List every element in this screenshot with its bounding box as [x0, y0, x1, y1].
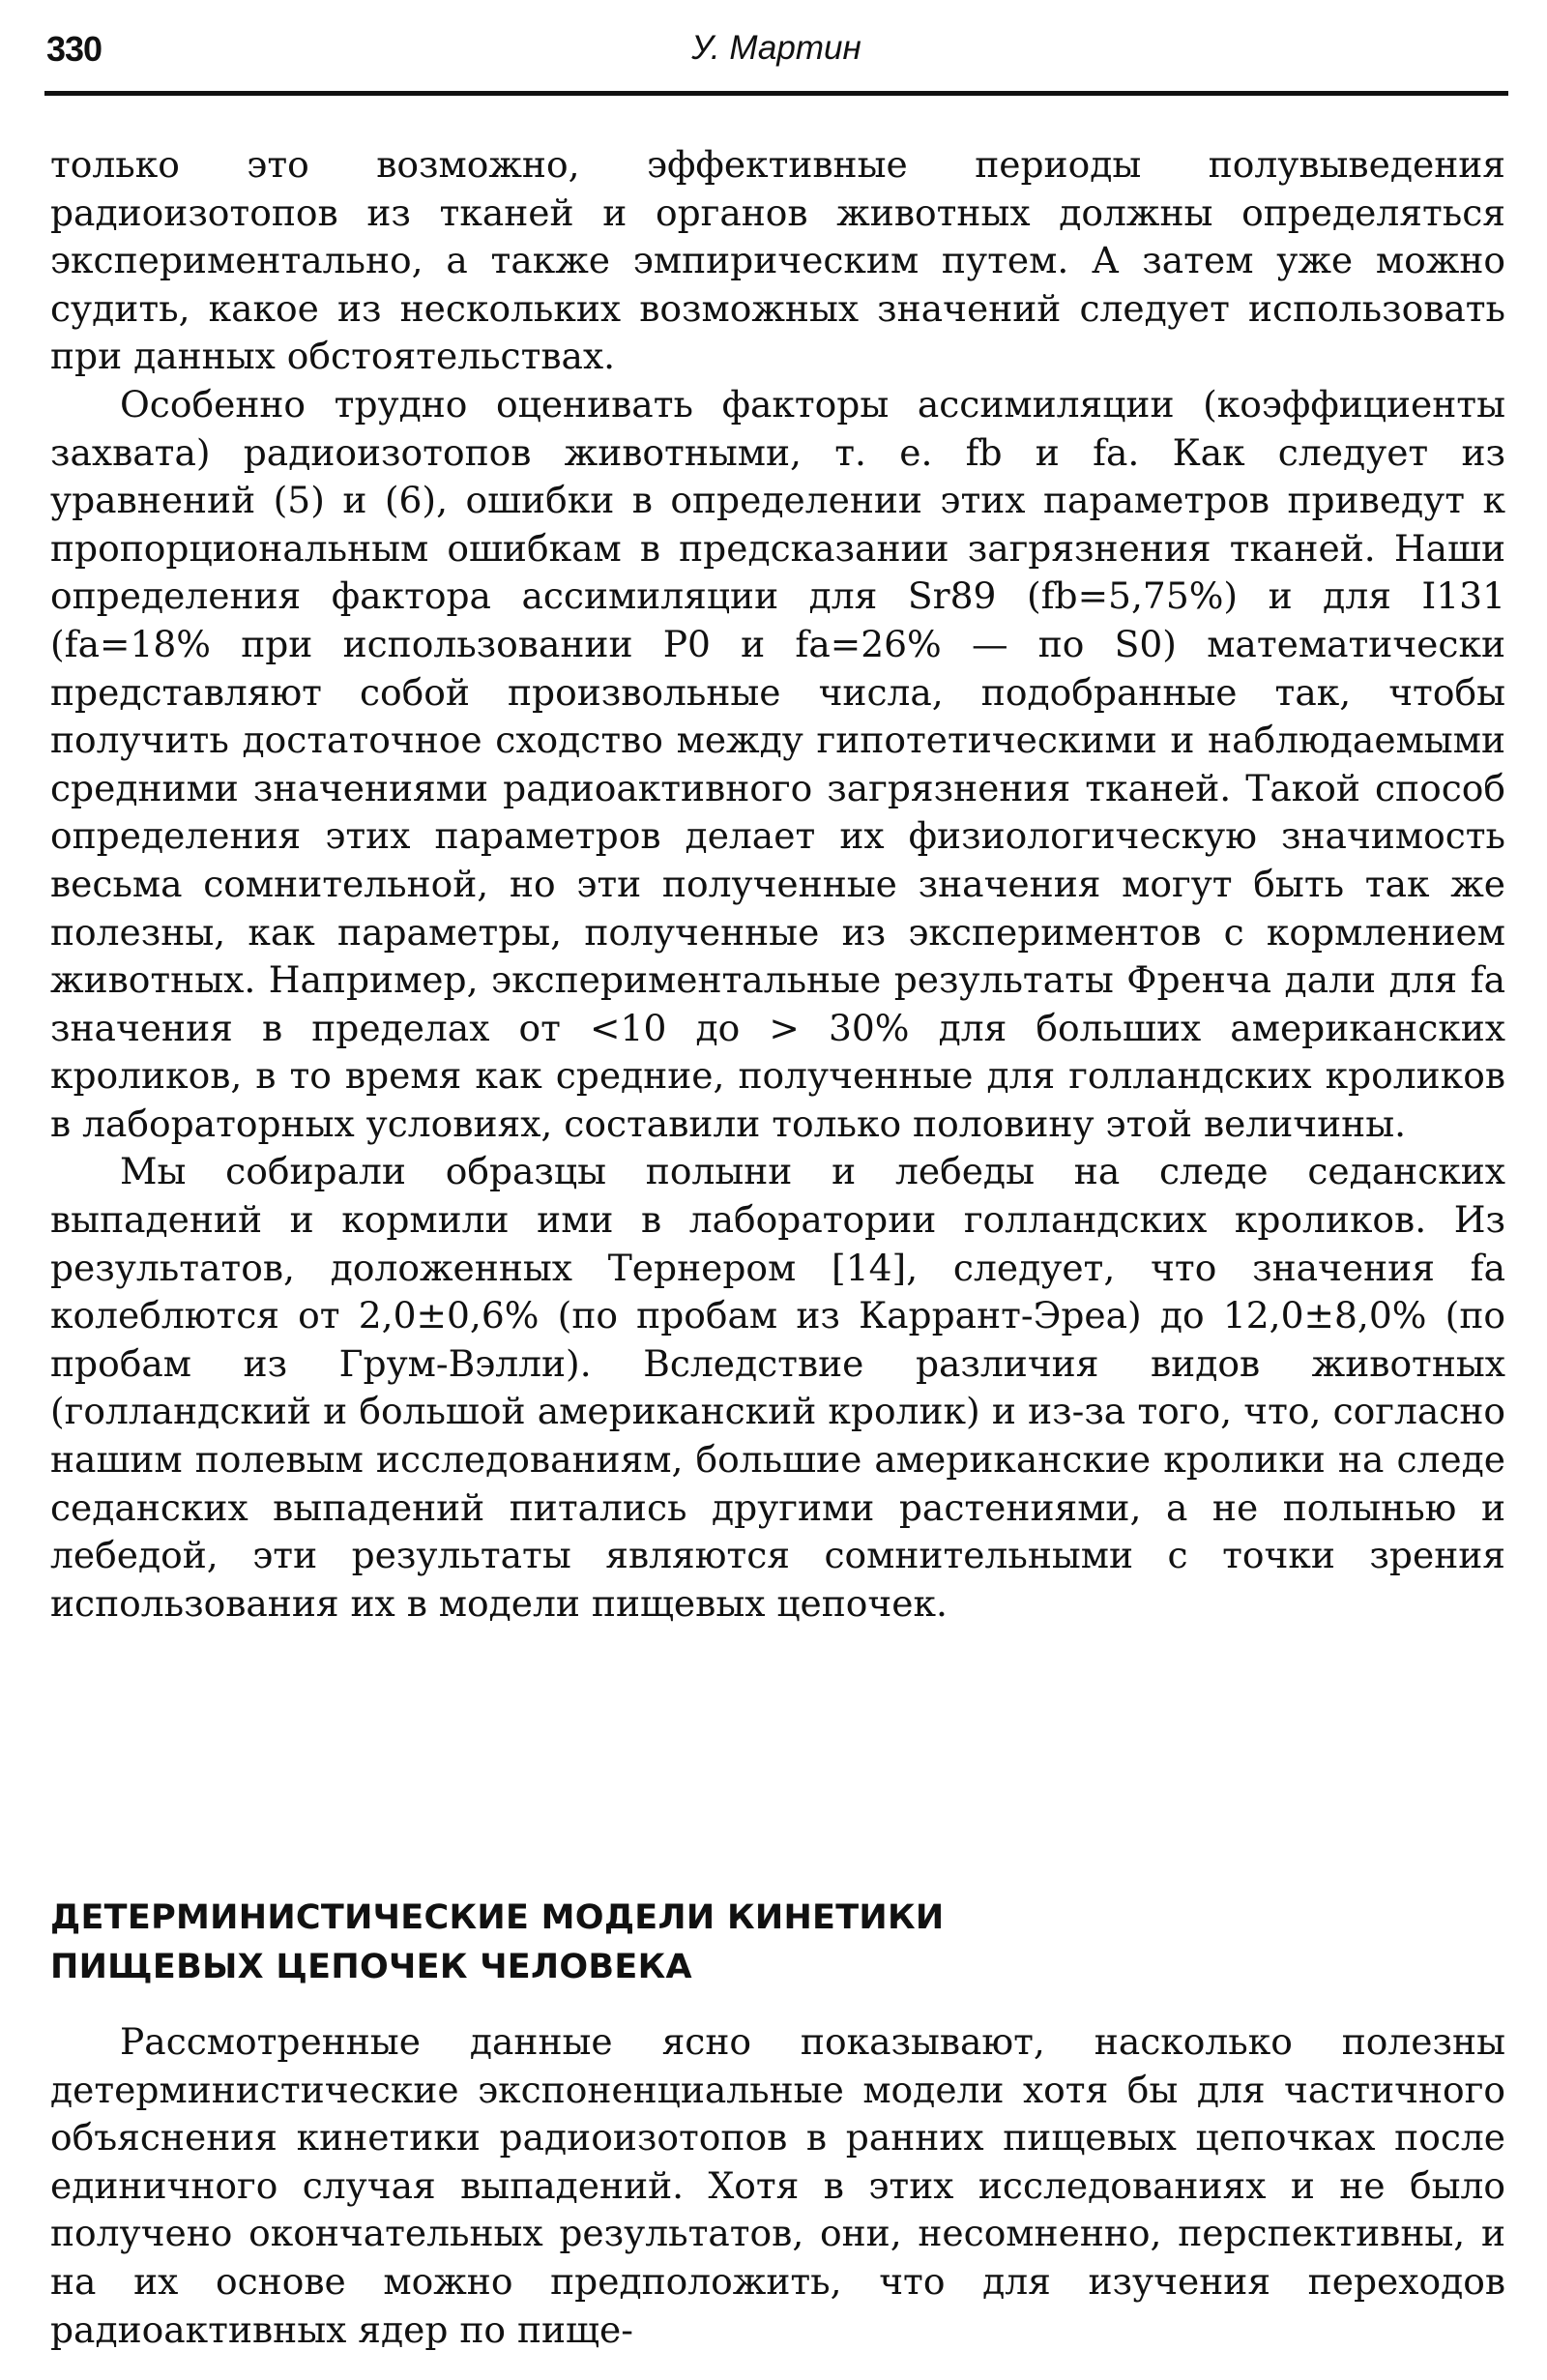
page-number: 330 [46, 29, 102, 69]
header-rule [44, 91, 1508, 96]
section-text [50, 2018, 1505, 2354]
paragraph-rabbit-samples: Мы собирали образцы полыни и лебеды на следе седанских выпадений и кормили ими в лаборатории голландских кроликов. Из результатов, доложенных Тернером [14], следует, что значения fa колеблются от 2,0±0,6% (по пробам из Каррант-Эреа) до 12,0±8,0% (по пробам из Грум-Вэлли). Вследствие различия видов животных (голландский и большой американский кролик) и из-за того, что, согласно нашим полевым исследованиям, большие американские кролики на следе седанских выпадений питались другими растениями, а не полынью и лебедой, эти результаты являются сомнительными с точки зрения использования их в модели пищевых цепочек. [50, 1150, 1505, 1625]
section-heading-line-2: ПИЩЕВЫХ ЦЕПОЧЕК ЧЕЛОВЕКА [50, 1948, 692, 1986]
paragraph-deterministic-models: Рассмотренные данные ясно показывают, насколько полезны детерминистические экспоненциальные модели хотя бы для частичного объяснения кинетики радиоизотопов в ранних пищевых цепочках после единичного случая выпадений. Хотя в этих исследованиях и не было получено окончательных результатов, они, несомненно, перспективны, и на их основе можно предположить, что для изучения переходов радиоактивных ядер по пище- [50, 2020, 1505, 2351]
section-heading-line-1: ДЕТЕРМИНИСТИЧЕСКИЕ МОДЕЛИ КИНЕТИКИ [50, 1898, 945, 1937]
section-heading [50, 1894, 1505, 1992]
paragraph-assimilation-factors: Особенно трудно оценивать факторы ассимиляции (коэффициенты захвата) радиоизотопов животными, т. е. fb и fa. Как следует из уравнений (5) и (6), ошибки в определении этих параметров приведут к пропорциональным ошибкам в предсказании загрязнения тканей. Наши определения фактора ассимиляции для Sr89 (fb=5,75%) и для I131 (fa=18% при использовании P0 и fa=26% — по S0) математически представляют собой произвольные числа, подобранные так, чтобы получить достаточное сходство между гипотетическими и наблюдаемыми средними значениями радиоактивного загрязнения тканей. Такой способ определения этих параметров делает их физиологическую значимость весьма сомнительной, но эти полученные значения могут быть так же полезны, как параметры, полученные из экспериментов с кормлением животных. Например, экспериментальные результаты Френча дали для fa значения в пределах от <10 до > 30% для больших американских кроликов, в то время как средние, полученные для голландских кроликов в лабораторных условиях, составили только половину этой величины. [50, 382, 1505, 1145]
running-title: У. Мартин [691, 29, 861, 67]
running-head [46, 29, 1506, 83]
main-text [50, 141, 1505, 1628]
paragraph-continued: только это возможно, эффективные периоды полувыведения радиоизотопов из тканей и органов животных должны определяться экспериментально, а также эмпирическим путем. А затем уже можно судить, какое из нескольких возможных значений следует использовать при данных обстоятельствах. [50, 143, 1505, 378]
